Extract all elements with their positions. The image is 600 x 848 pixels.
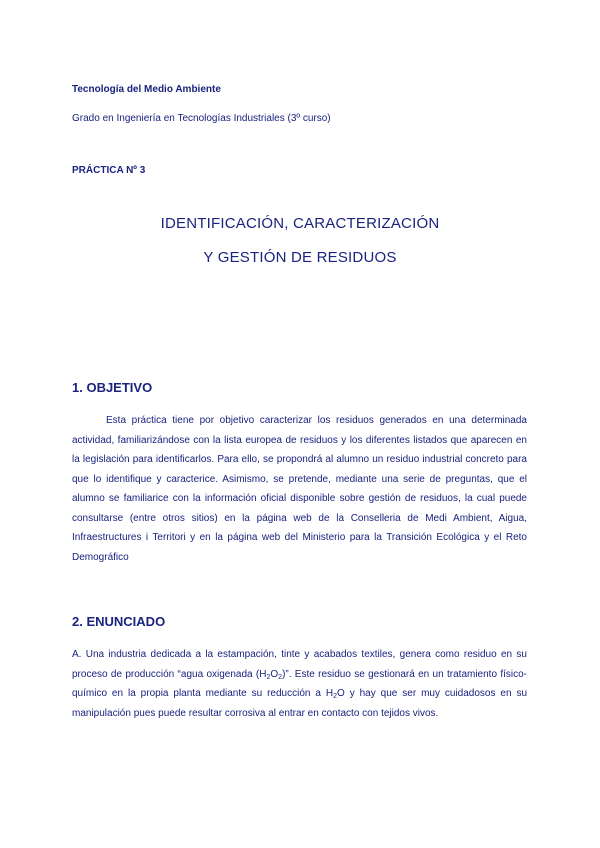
main-title-line-2: Y GESTIÓN DE RESIDUOS (203, 249, 397, 266)
section-heading-objetivo: 1. OBJETIVO (72, 380, 153, 395)
main-title-line-1: IDENTIFICACIÓN, CARACTERIZACIÓN (160, 215, 440, 232)
course-title: Tecnología del Medio Ambiente (72, 84, 221, 95)
enunciado-text-4: O y hay que ser muy cuidadosos en su manipulación pues puede resultar corrosiva al entrar en contacto con tejidos vivos. (72, 688, 528, 719)
subscript: 2 (333, 693, 337, 700)
enunciado-text-1: A. Una industria dedicada a la estampación, tinte y acabados textiles, genera como residuo en su proceso de producción “agua oxigenada (H (72, 649, 527, 680)
subscript: 2 (278, 673, 283, 681)
subscript: 2 (266, 673, 271, 681)
degree-subtitle: Grado en Ingeniería en Tecnologías Industriales (3º curso) (72, 113, 331, 124)
practice-number: PRÁCTICA Nº 3 (72, 165, 146, 176)
section-heading-enunciado: 2. ENUNCIADO (72, 614, 166, 629)
enunciado-text-2: O (270, 668, 279, 680)
enunciado-paragraph (72, 645, 527, 723)
enunciado-text-3: )”. Este residuo se gestionará en un tratamiento físico-químico en la propia planta mediante su reducción a H (72, 668, 527, 699)
objetivo-paragraph: Esta práctica tiene por objetivo caracterizar los residuos generados en una determinada actividad, familiarizándose con la lista europea de residuos y los diferentes listados que aparecen en la legislación para identificarlos. Para ello, se propondrá al alumno un residuo industrial concreto para que lo identifique y caracterice. Asimismo, se pretende, mediante una serie de preguntas, que el alumno se familiarice con la información oficial disponible sobre gestión de residuos, la cual puede consultarse (entre otros sitios) en la página web de la Conselleria de Medi Ambient, Aigua, Infraestructures i Territori y en la página web del Ministerio para la Transición Ecológica y el Reto Demográfico (72, 415, 527, 563)
